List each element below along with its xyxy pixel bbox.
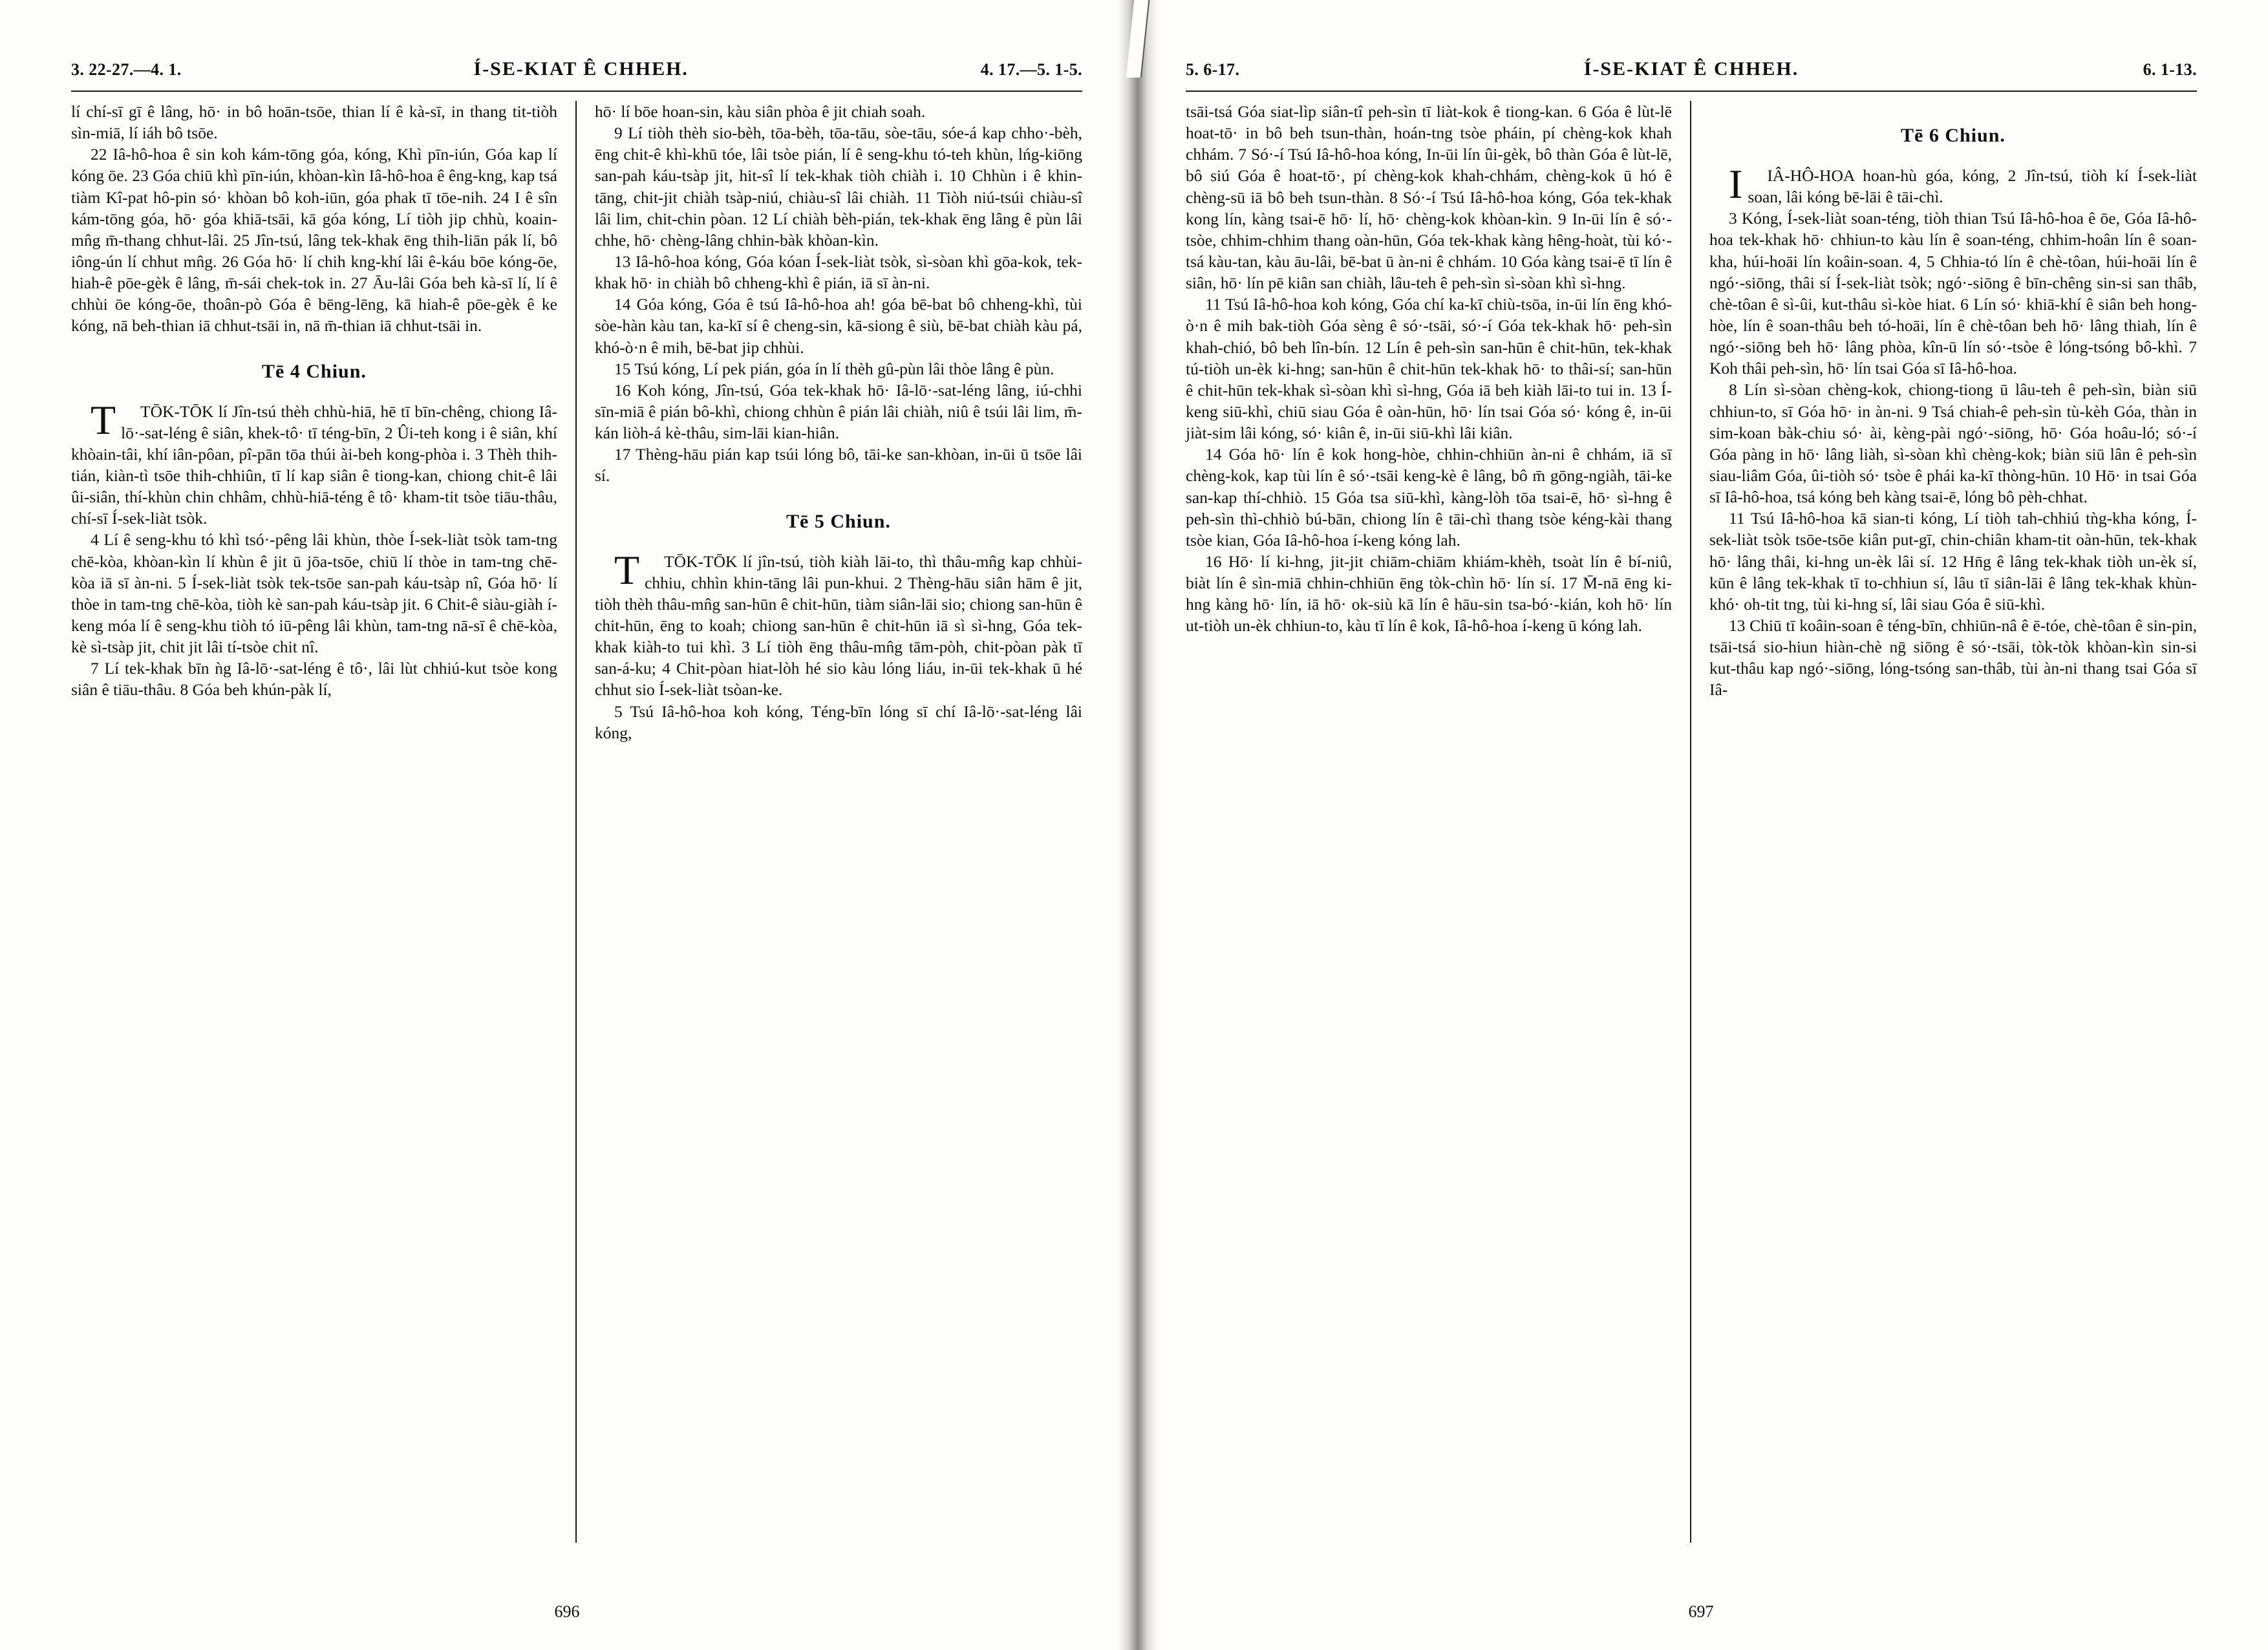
paragraph: lí chí-sī gī ê lâng, hō· in bô hoān-tsōe, thian lí ê kà-sī, in thang tit-tiòh sìn-miā, lí iáh bô tsōe.	[71, 102, 557, 143]
paragraph: 16 Hō· lí ki-hng, jit-jit chiām-chiām khiám-khèh, tsoàt lín ê bí-niû, biàt lín ê sìn-miā chhin-chhiūn ēng tòk-chìn hō· lín sí. 17 M̄-nā ēng ki-hng kàng hō· lín, iā hō· ok-siù kā lín ê hāu-sin tsa-bó·-kián, koh hō· lín ut-tiòh un-èk chhiun-to, kàu tī lín ê kok, Iâ-hô-hoa í-keng ū kóng lah.	[1186, 552, 1672, 636]
paragraph: 13 Iâ-hô-hoa kóng, Góa kóan Í-sek-liàt tsòk, sì-sòan khì gōa-kok, tek-khak hō· in chiàh bô chheng-khì ê pián, iā sī àn-ni.	[595, 252, 1082, 293]
left-column-1	[71, 101, 577, 1543]
paragraph: 11 Tsú Iâ-hô-hoa koh kóng, Góa chí ka-kī chiù-tsōa, in-ūi lín ēng khó-ò·n ê mih bak-tiòh Góa sèng ê só·-tsāi, só·-í Góa tek-khak hō· peh-sìn khah-chió, bô beh lîn-bín. 12 Lín ê peh-sìn san-hūn ê chit-hūn, tek-khak tú-tiòh un-èk ki-hng; san-hūn ê chit-hūn tek-khak hō· to thâi-sí; san-hūn ê chit-hūn tek-khak sì-sòan khì sì-hng, Góa iā beh kiàh lāi-to tui in. 13 Í-keng siū-khì, chiū siau Góa ê oàn-hūn, hō· lín tsai Góa só· kóng ê, in-ūi jiàt-sim lâi kóng, só· kiân ê, in-ūi siū-khì lâi kiân.	[1186, 295, 1672, 443]
paragraph: 7 Lí tek-khak bīn ǹg Iâ-lō·-sat-léng ê tô·, lâi lùt chhiú-kut tsòe kong siân ê tiāu-thâu. 8 Góa beh khún-pàk lí,	[71, 659, 557, 700]
paragraph: hō· lí bōe hoan-sin, kàu siân phòa ê jit chiah soah.	[595, 102, 926, 121]
left-head-rule	[71, 91, 1082, 92]
paragraph-text: IÂ-HÔ-HOA hoan-hù góa, kóng, 2 Jîn-tsú, tiòh kí Í-sek-liàt soan, lâi kóng bē-lāi ê tāi-chì.	[1748, 166, 2197, 207]
right-head-book-title: Í-SE-KIAT Ê CHHEH.	[1583, 58, 1799, 80]
right-columns	[1186, 101, 2197, 1543]
chapter-heading-6: Tē 6 Chiun.	[1901, 125, 2006, 146]
paragraph: tsāi-tsá Góa siat-lìp siân-tî peh-sìn tī liàt-kok ê tiong-kan. 6 Góa ê lùt-lē hoat-tō· in bô beh tsun-thàn, hoán-tng tsòe pháin, pí chèng-kok khah chhám. 7 Só·-í Tsú Iâ-hô-hoa kóng, In-ūi lín ûi-gèk, bô thàn Góa ê lùt-lē, bô siú Góa ê hoat-tō·, pí chèng-kok khah-chhám, chèng-kok ū hó ê chèng-sū iā bô beh tsun-thàn. 8 Só·-í Tsú Iâ-hô-hoa kóng, Góa tek-khak kong lín, kàng tsai-ē hō· lí, hō· chèng-kok khòan-kìn. 9 In-ūi lín ê só·-tsòe, chhim-chhim thang oàn-hūn, Góa tek-khak kàng hêng-hoàt, tùi kó·-tsá kàu-tan, kàu āu-lâi, bē-bat ū àn-ni ê chhám. 10 Góa kàng tsai-ē tī lín ê siân, hō· lín pē kiân san chiàh, lâu-teh ê peh-sìn sì-sòan khì sì-hng.	[1186, 102, 1672, 293]
drop-cap: T	[91, 396, 116, 443]
paragraph: 9 Lí tiòh thèh sio-bèh, tōa-bèh, tōa-tāu, sòe-tāu, sóe-á kap chho·-bèh, ēng chit-ê khì-khū tóe, lâi tsòe pián, lí ê seng-khu tó-teh khùn, lńg-kiōng san-pah káu-tsàp jit, hit-sî lí tek-khak tiòh chiàh i. 10 Chhùn i ê khin-tāng, chit-jit chiàh tsàp-niú, chiàu-sî lâi chiàh. 11 Tiòh niú-tsúi chiàu-sî lâi lim, chit-chin pòan. 12 Lí chiàh bèh-pián, tek-khak ēng lâng ê pùn lâi chhe, hō· chèng-lâng chhin-bàk khòan-kìn.	[595, 123, 1082, 250]
paragraph	[71, 396, 557, 530]
drop-cap: I	[1729, 161, 1743, 207]
left-head-ref-end: 4. 17.—5. 1-5.	[980, 60, 1082, 79]
paragraph	[1709, 161, 2197, 208]
right-running-head	[1186, 58, 2197, 80]
right-column-2	[1691, 101, 2197, 1543]
paragraph: 14 Góa hō· lín ê kok hong-hòe, chhin-chhiūn àn-ni ê chhám, iā sī chèng-kok, kap tùi lín ê só·-tsāi keng-kè ê lâng, bô m̄ gōng-ngiàh, tāi-ke san-kap thí-chhiò. 15 Góa tsa siū-khì, kàng-lòh tōa tsai-ē, hō· sì-hng ê peh-sìn thì-chhiò bú-bān, chiong lín ê tāi-chì thang tsòe kéng-kài thang tsòe kian, Góa Iâ-hô-hoa í-keng kóng lah.	[1186, 445, 1672, 550]
paragraph: 16 Koh kóng, Jîn-tsú, Góa tek-khak hō· Iâ-lō·-sat-léng lâng, iú-chhi sīn-miā ê pián bô-khì, chiong chhùn ê pián lâi chiàh, niû ê tsúi lâi lim, m̄-kán liòh-á kè-thâu, sim-lāi kian-hiân.	[595, 380, 1082, 443]
right-head-ref-start: 5. 6-17.	[1186, 60, 1240, 79]
paragraph: 22 Iâ-hô-hoa ê sin koh kám-tōng góa, kóng, Khì pīn-iún, Góa kap lí kóng ōe. 23 Góa chiū khì pīn-iún, khòan-kìn Iâ-hô-hoa ê êng-kng, kap tsá tiàm Kî-pat hô-pin só· khòan bô koh-iūn, góa phak tī tōe-nih. 24 I ê sîn kám-tōng góa, hō· góa khiā-tsāi, kā góa kóng, Lí tiòh jip chhù, koain-mn̂g m̄-thang chhut-lâi. 25 Jîn-tsú, lâng tek-khak ēng thih-liān pák lí, bô iông-ún lí chhut mn̂g. 26 Góa hō· lí chih kng-khí lâi ê-káu bōe kóng-ōe, hiah-ê pōe-gèk ê lâng, m̄-sái chek-tok in. 27 Āu-lâi Góa beh kà-sī lí, lí ê chhùi ōe kóng-ōe, thoân-pò Góa ê bēng-lēng, kā hiah-ê pōe-gèk ê ke kóng, nā beh-thian iā chhut-tsāi in, nā m̄-thian iā chhut-tsāi in.	[71, 145, 557, 336]
right-head-rule	[1186, 91, 2197, 92]
paragraph: 11 Tsú Iâ-hô-hoa kā sian-ti kóng, Lí tiòh tah-chhiú tǹg-kha kóng, Í-sek-liàt tsòk tsōe-tsōe kiân put-gī, chin-chiân kham-tit oàn-hūn, tek-khak hō· lâng thâi, ki-hng un-èk lâi sí. 12 Hn̄g ê lâng tek-khak tiòh un-èk sí, kūn ê lâng tek-khak tī to-chhiun sí, lâu tī siân-lāi ê lâng tek-khak khùn-khó· oh-tit tng, tùi ki-hng sí, lâi siau Góa ê siū-khì.	[1709, 509, 2197, 614]
left-page-number: 696	[554, 1602, 580, 1621]
left-head-ref-start: 3. 22-27.—4. 1.	[71, 60, 182, 79]
paragraph	[595, 546, 1082, 701]
right-column-1	[1186, 101, 1691, 1543]
right-head-ref-end: 6. 1-13.	[2143, 60, 2197, 79]
paragraph: 15 Tsú kóng, Lí pek pián, góa ín lí thèh gû-pùn lâi thòe lâng ê pùn.	[614, 359, 1054, 378]
chapter-heading-5: Tē 5 Chiun.	[786, 510, 891, 532]
drop-cap: T	[614, 546, 640, 593]
chapter-heading-4: Tē 4 Chiun.	[262, 360, 367, 382]
paragraph: 5 Tsú Iâ-hô-hoa koh kóng, Téng-bīn lóng sī chí Iâ-lō·-sat-léng lâi kóng,	[595, 702, 1082, 742]
paragraph: 4 Lí ê seng-khu tó khì tsó·-pêng lâi khùn, thòe Í-sek-liàt tsòk tam-tng chē-kòa, khòan-kìn lí khùn ê jit ū jōa-tsōe, chiū lí thòe in tam-tng chē-kòa iā sī àn-ni. 5 Í-sek-liàt tsòk tek-tsōe san-pah káu-tsàp nî, Góa hō· lí thòe in tam-tng chē-kòa, tiòh kè san-pah káu-tsàp jit. 6 Chit-ê siàu-giàh í-keng móa lí ê seng-khu tiòh tó iū-pêng lâi khùn, tam-tng nā-sī ê chē-kòa, kè sì-tsàp jit, chit jit lâi tí-tsòe chit nî.	[71, 530, 557, 657]
paragraph: 3 Kóng, Í-sek-liàt soan-téng, tiòh thian Tsú Iâ-hô-hoa ê ōe, Góa Iâ-hô-hoa tek-khak hō· chhiun-to kàu lín ê soan-téng, chhim-hoân lín ê soan-kha, húi-hoāi lín koâin-soan. 4, 5 Chhia-tó lín ê chè-tôan, húi-hoāi lín ê ngó·-siōng, thâi sí Í-sek-liàt tsòk; ngó·-siōng ê bīn-chêng sin-si san thâb, chè-tôan ê sì-ûi, kut-thâu sì-kòe hiat. 6 Lín só· khiā-khí ê siân beh hong-hòe, lín ê soan-thâu beh tó-hoāi, lín ê chè-tôan beh hō· lâng thiah, lín ê ngó·-siōng beh hō· lâng phòa, kîn-ū lín só·-tsòe ê lóng-tsóng bô-khì. 7 Koh thâi peh-sìn, hō· lín tsai Góa sī Iâ-hô-hoa.	[1709, 209, 2197, 378]
paragraph: 8 Lín sì-sòan chèng-kok, chiong-tiong ū lâu-teh ê peh-sìn, biàn siū chhiun-to, sī Góa hō· in àn-ni. 9 Tsá chiah-ê peh-sìn tù-kèh Góa, thàn in sim-koan bàk-chiu só· ài, kèng-pài ngó·-siōng, hō· Góa hoâu-ló; só·-í Góa pàng in hō· lâng liàh, sì-sòan khì chèng-kok; biàn siū lân ê peh-sìn siau-liâm Góa, ûi-tiòh só· tsòe ê phái ka-kī thòng-hūn. 10 Hō· in tsai Góa sī Iâ-hô-hoa, tsá kóng beh kàng tsai-ē, lóng bô pèh-chhat.	[1709, 380, 2197, 507]
right-page-number: 697	[1688, 1602, 1714, 1621]
right-page	[1134, 0, 2268, 1650]
paragraph: 14 Góa kóng, Góa ê tsú Iâ-hô-hoa ah! góa bē-bat bô chheng-khì, tùi sòe-hàn kàu tan, ka-kī sí ê cheng-sin, kā-siong ê siù, bē-bat chiàh kàu pá, khó-ò·n ê mih, bē-bat jip chhùi.	[595, 295, 1082, 357]
left-running-head	[71, 58, 1082, 80]
left-columns	[71, 101, 1082, 1543]
paragraph-text: TŌK-TŌK lí jîn-tsú, tiòh kiàh lāi-to, thì thâu-mn̂g kap chhùi-chhiu, chhìn khin-tāng lâi pun-khui. 2 Thèng-hāu siân hām ê jit, tiòh thèh thâu-mn̂g san-hūn ê chit-hūn, tiàm siân-lāi sio; chiong san-hūn ê chit-hūn, ēng to koah; chiong san-hūn ê chit-hūn iā sì sì-hng, Góa tek-khak kiàh-to tui khì. 3 Lí tiòh ēng thâu-mn̂g tām-pòh, chit-pòan pàk tī san-á-ku; 4 Chit-pòan hiat-lòh hé sio kàu lóng liáu, in-ūi tek-khak ū hé chhut sio Í-sek-liàt tsòan-ke.	[595, 552, 1082, 700]
left-head-book-title: Í-SE-KIAT Ê CHHEH.	[473, 58, 689, 80]
left-column-2	[577, 101, 1082, 1543]
paragraph: 13 Chiū tī koâin-soan ê téng-bīn, chhiūn-nâ ê ē-tóe, chè-tôan ê sin-pin, tsāi-tsá sio-hiun hiàn-chè nḡ siōng ê só·-tsāi, tòk-tòk khòan-kìn sin-si kut-thâu kap ngó·-siōng, lóng-tsóng san-thâb, tùi àn-ni thang tsai Góa sī Iâ-	[1709, 616, 2197, 700]
paragraph: 17 Thèng-hāu pián kap tsúi lóng bô, tāi-ke san-khòan, in-ūi ū tsōe lâi sí.	[595, 445, 1082, 486]
paragraph-text: TŌK-TŌK lí Jîn-tsú thèh chhù-hiā, hē tī bīn-chêng, chiong Iâ-lō·-sat-léng ê siân, khek-tô· tī téng-bīn, 2 Ûi-teh kong i ê siân, khí khòain-tâi, khí iân-pôan, pî-pān tōa thúi ài-beh kong-phòa i. 3 Thèh thih-tián, kiàn-tì tsōe thih-chhiûn, tī lí kap siân ê tiong-kan, chiong chit-ê lâi ûi-siân, thí-khùn chin chhâm, chhù-hiā-téng ê tô· kham-tit tsòe tiāu-thâu, chí-sī Í-sek-liàt tsòk.	[71, 402, 557, 528]
